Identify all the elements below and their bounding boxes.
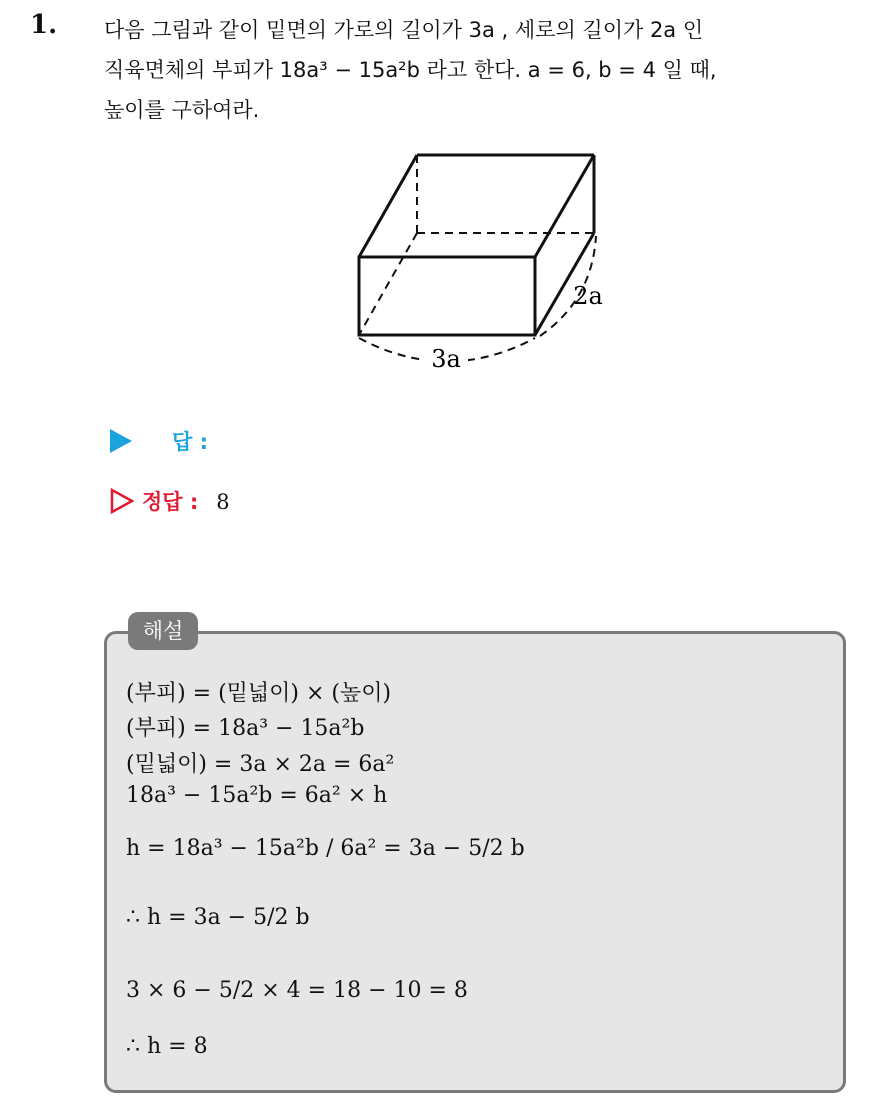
edge-top-right: [535, 155, 594, 257]
correct-answer-value: 8: [216, 490, 230, 514]
solution-line-1: (부피) = (밑넓이) × (높이): [126, 681, 392, 706]
problem-line-3: 높이를 구하여라.: [104, 98, 260, 122]
filled-triangle-icon: [110, 429, 132, 453]
problem-statement: [0, 0, 884, 130]
problem-line-2: 직육면체의 부피가 18a³ − 15a²b 라고 한다. a = 6, b = 4 일 때,: [104, 58, 717, 82]
hidden-edge-left: [359, 233, 417, 335]
width-label: 3a: [431, 345, 461, 373]
answer-row: [110, 426, 208, 456]
problem-line-1: 다음 그림과 같이 밑면의 가로의 길이가 3a , 세로의 길이가 2a 인: [104, 18, 704, 42]
correct-answer-row: [110, 486, 230, 516]
answer-label: 답 :: [172, 430, 208, 454]
cuboid-figure: [340, 148, 620, 378]
front-face: [359, 257, 535, 335]
correct-answer-label: 정답 :: [142, 490, 199, 514]
solution-line-8: ∴ h = 8: [126, 1034, 208, 1059]
solution-line-3: (밑넓이) = 3a × 2a = 6a²: [126, 752, 395, 777]
depth-label: 2a: [573, 282, 603, 310]
solution-line-5: h = 18a³ − 15a²b / 6a² = 3a − 5/2 b: [126, 836, 525, 861]
solution-tag: 해설: [128, 612, 198, 650]
outline-triangle-icon: [110, 488, 134, 514]
solution-line-6: ∴ h = 3a − 5/2 b: [126, 905, 310, 930]
solution-line-4: 18a³ − 15a²b = 6a² × h: [126, 783, 388, 808]
solution-line-7: 3 × 6 − 5/2 × 4 = 18 − 10 = 8: [126, 978, 468, 1003]
edge-top-left: [359, 155, 417, 257]
solution-line-2: (부피) = 18a³ − 15a²b: [126, 716, 365, 741]
question-number: 1.: [30, 10, 58, 40]
